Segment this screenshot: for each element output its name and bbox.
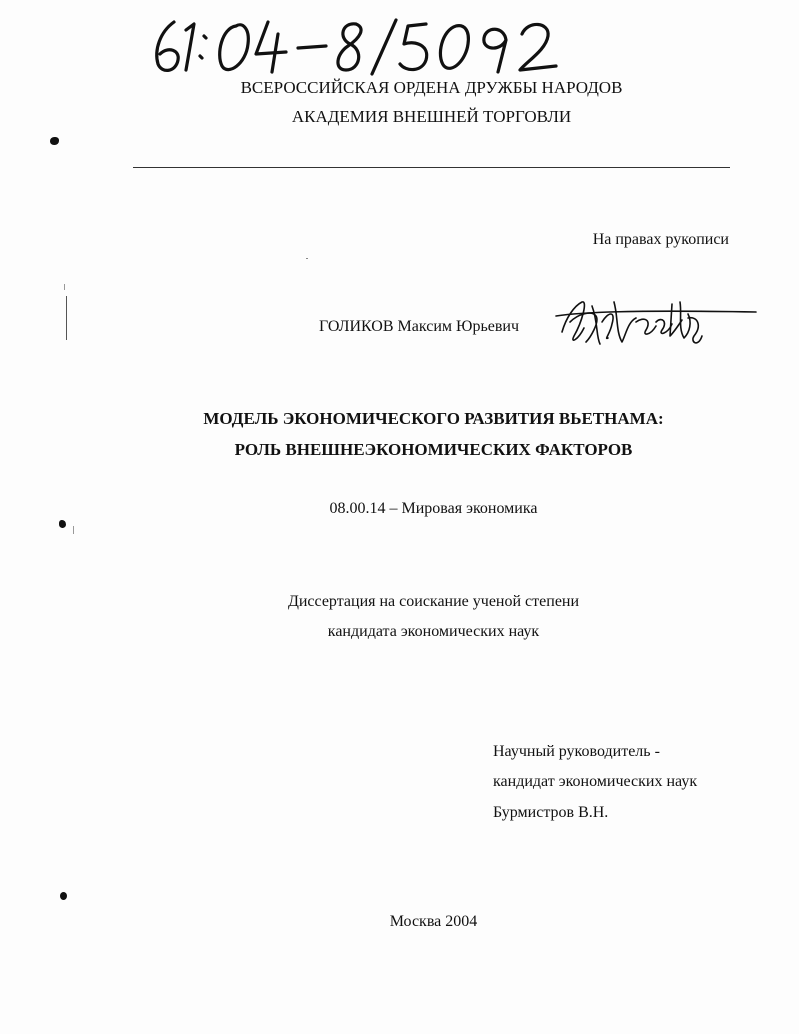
- scan-mark: [59, 520, 66, 528]
- degree-line-1: Диссертация на соискание ученой степени: [287, 593, 580, 610]
- advisor-degree: кандидат экономических наук: [493, 773, 698, 790]
- manuscript-rights-note: На правах рукописи: [592, 231, 729, 248]
- scan-speck: [64, 284, 65, 290]
- author-signature: [552, 292, 762, 350]
- scan-speck: [73, 526, 74, 534]
- dissertation-title-line-1: МОДЕЛЬ ЭКОНОМИЧЕСКОГО РАЗВИТИЯ ВЬЕТНАМА:: [203, 409, 664, 428]
- specialty-code: 08.00.14 – Мировая экономика: [329, 500, 538, 517]
- advisor-name: Бурмистров В.Н.: [493, 804, 609, 821]
- scan-speck: [66, 296, 67, 340]
- institution-line-2: АКАДЕМИЯ ВНЕШНЕЙ ТОРГОВЛИ: [291, 107, 572, 126]
- author-name: ГОЛИКОВ Максим Юрьевич: [319, 318, 520, 335]
- degree-line-2: кандидата экономических наук: [327, 623, 540, 640]
- scan-mark: [50, 137, 59, 145]
- dissertation-title-line-2: РОЛЬ ВНЕШНЕЭКОНОМИЧЕСКИХ ФАКТОРОВ: [234, 440, 633, 459]
- header-divider: [133, 167, 730, 168]
- institution-line-1: ВСЕРОССИЙСКАЯ ОРДЕНА ДРУЖБЫ НАРОДОВ: [240, 78, 623, 97]
- handwritten-archive-code: [150, 14, 580, 78]
- scan-speck: [306, 258, 308, 259]
- advisor-role: Научный руководитель -: [493, 743, 660, 760]
- scan-mark: [60, 892, 67, 900]
- city-and-year: Москва 2004: [389, 913, 478, 930]
